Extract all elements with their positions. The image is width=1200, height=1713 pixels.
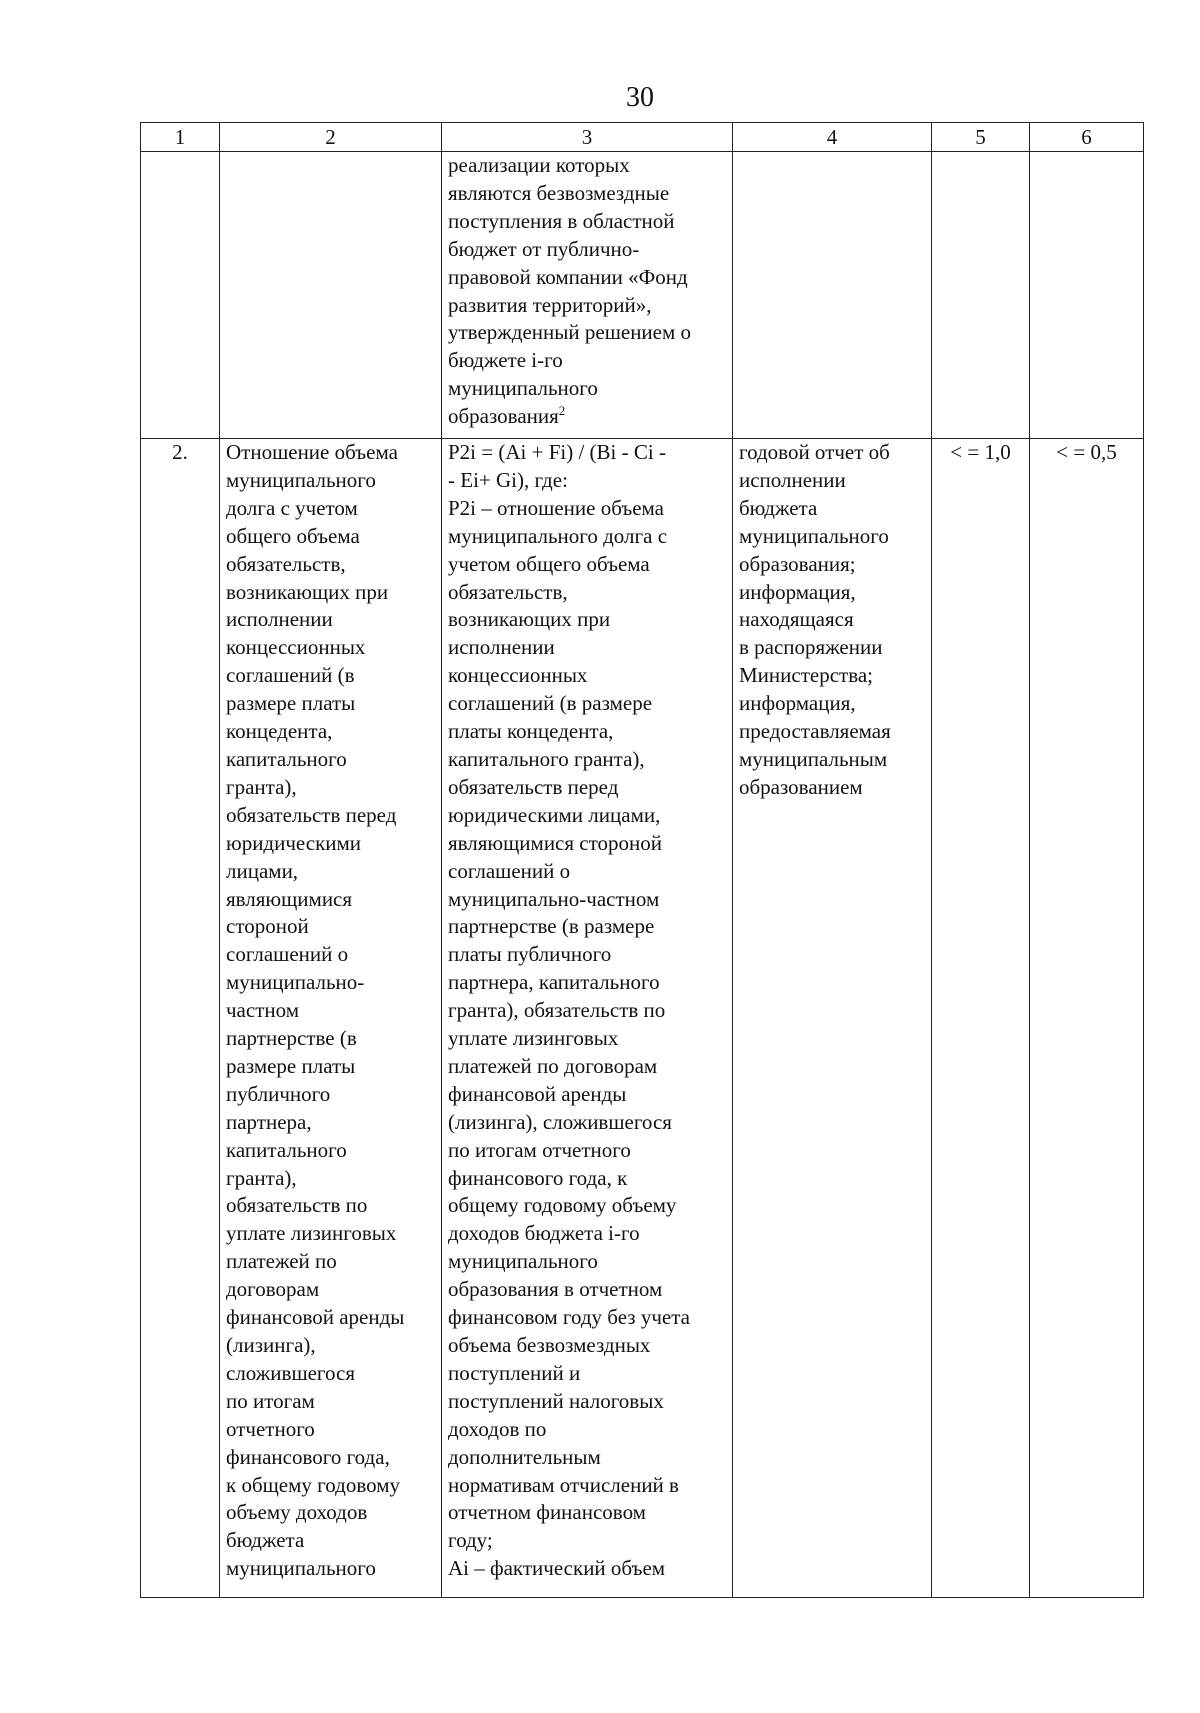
row1-number-cell (141, 152, 220, 439)
table-row (141, 152, 1144, 439)
row1-formula-cell (442, 152, 733, 439)
header-cell-6: 6 (1030, 123, 1144, 152)
row1-formula-text (448, 152, 726, 431)
header-cell-4: 4 (733, 123, 932, 152)
row2-value6-cell: < = 0,5 (1030, 439, 1144, 1598)
table-row (141, 439, 1144, 1598)
row2-number-cell: 2. (141, 439, 220, 1598)
page-number: 30 (626, 82, 654, 113)
row2-value5-cell: < = 1,0 (932, 439, 1030, 1598)
criteria-table (140, 122, 1144, 1598)
footnote-marker: 2 (558, 403, 566, 419)
row1-source-cell (733, 152, 932, 439)
row1-value5-cell (932, 152, 1030, 439)
row1-formula-body: реализации которых являются безвозмездные поступления в областной бюджет от публично- правовой компании «Фонд развития территорий», утвержденный решением о бюджете i-го муниципального образования (448, 153, 692, 429)
header-cell-2: 2 (220, 123, 442, 152)
header-cell-5: 5 (932, 123, 1030, 152)
header-cell-3: 3 (442, 123, 733, 152)
row2-formula-cell: P2i = (Ai + Fi) / (Bi - Ci - - Ei+ Gi), где: P2i – отношение объема муниципального долга с учетом общего объема обязательств, возникающих при исполнении концессионных соглашений (в размере платы концедента, капитального гранта), обязательств перед юридическими лицами, являющимися стороной соглашений о муниципально-частном партнерстве (в размере платы публичного партнера, капитального гранта), обязательств по уплате лизинговых платежей по договорам финансовой аренды (лизинга), сложившегося по итогам отчетного финансового года, к общему годовому объему доходов бюджета i-го муниципального образования в отчетном финансовом году без учета объема безвозмездных поступлений и поступлений налоговых доходов по дополнительным нормативам отчислений в отчетном финансовом году; Ai – фактический объем (442, 439, 733, 1598)
header-cell-1: 1 (141, 123, 220, 152)
row1-value6-cell (1030, 152, 1144, 439)
row2-source-cell: годовой отчет об исполнении бюджета муниципального образования; информация, находящаяся в распоряжении Министерства; информация, предоставляемая муниципальным образованием (733, 439, 932, 1598)
table-header-row (141, 123, 1144, 152)
row1-indicator-cell (220, 152, 442, 439)
row2-indicator-cell: Отношение объема муниципального долга с учетом общего объема обязательств, возникающих при исполнении концессионных соглашений (в размере платы концедента, капитального гранта), обязательств перед юридическими лицами, являющимися стороной соглашений о муниципально- частном партнерстве (в размере платы публичного партнера, капитального гранта), обязательств по уплате лизинговых платежей по договорам финансовой аренды (лизинга), сложившегося по итогам отчетного финансового года, к общему годовому объему доходов бюджета муниципального (220, 439, 442, 1598)
